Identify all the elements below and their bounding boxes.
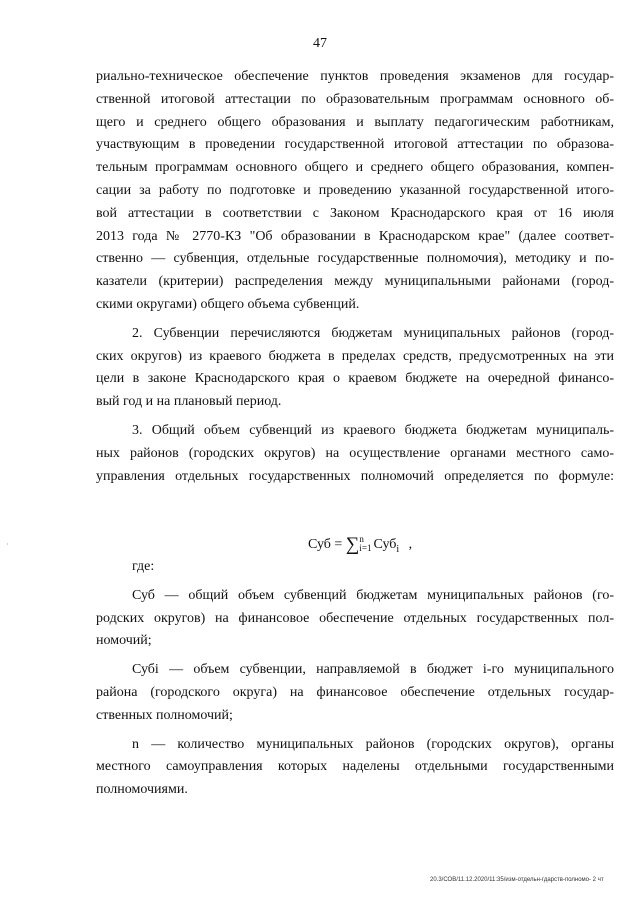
text-line: ственных полномочий; [96,707,233,723]
sum-upper-limit: n [359,533,364,544]
text-line: вой аттестации в соответствии с Законом Краснодарского края от 16 июля [96,205,614,221]
text-line: ных районов (городских округов) на осуществление органами местного само- [96,445,614,461]
text-line: ских округов) из краевого бюджета в пределах средств, предусмотренных на эти [96,348,614,364]
sum-lower-limit: i=1 [359,542,372,553]
paragraph-3 [96,420,614,488]
text-line: казатели (критерии) распределения между муниципальными районами (город- [96,274,614,290]
body-text [96,66,614,488]
text-line: ственно — субвенция, отдельные государственные полномочия), методику и по- [96,251,614,267]
text-line: n — количество муниципальных районов (городских округов), органы [132,736,614,752]
text-line: местного самоуправления которых наделены отдельными государственными [96,759,614,775]
text-line: цели в законе Краснодарского края о краевом бюджете на очередной финансо- [96,371,614,387]
formula-term-subscript: i [396,544,400,555]
definition-sub [96,585,614,653]
definition-sub-i [96,659,614,727]
margin-mark: · [6,540,9,549]
text-line: скими округами) общего объема субвенций. [96,296,360,312]
text-line: родских округов) на финансовое обеспечение отдельных государственных пол- [96,610,614,626]
text-line: ственной итоговой аттестации по образовательным программам основного об- [96,91,614,107]
text-line: вый год и на плановый период. [96,394,282,410]
where-label: где: [132,559,155,574]
formula-lhs: Суб = [308,537,343,552]
sum-symbol: ∑ [345,534,360,555]
definitions [96,556,614,802]
text-line: щего и среднего общего образования и выплату педагогическим работникам, [96,114,614,130]
text-line: риально-техническое обеспечение пунктов проведения экзаменов для государ- [96,69,614,84]
footer-code: 20.3/СОВ/11.12.2020/11:35/изм-отдельн-гдарств-полномо- 2 чт [430,877,604,883]
text-line: тельным программам основного общего и среднего общего образования, компен- [96,160,614,176]
paragraph-1 [96,66,614,317]
text-line: сации за работу по подготовке и проведению указанной государственной итого- [96,182,614,198]
text-line: 2. Субвенции перечисляются бюджетам муниципальных районов (город- [132,325,614,341]
formula [308,532,412,554]
text-line: Субi — объем субвенции, направляемой в бюджет i-го муниципального [132,662,614,678]
paragraph-2 [96,323,614,414]
formula-term: Суб [373,537,397,552]
page-number: 47 [313,36,327,51]
text-line: участвующим в проведении государственной итоговой аттестации по образова- [96,137,614,153]
definition-n [96,734,614,802]
text-line: района (городского округа) на финансовое обеспечение отдельных государ- [96,684,614,700]
formula-trailing: , [408,537,413,552]
text-line: номочий; [96,633,152,649]
text-line: полномочиями. [96,782,188,798]
text-line: Суб — общий объем субвенций бюджетам муниципальных районов (го- [132,587,614,603]
text-line: управления отдельных государственных полномочий определяется по формуле: [96,468,614,484]
sum-limits [359,535,371,553]
text-line: 2013 года № 2770-КЗ "Об образовании в Краснодарском крае" (далее соответ- [96,228,614,244]
text-line: 3. Общий объем субвенций из краевого бюджета бюджетам муниципаль- [132,422,614,438]
